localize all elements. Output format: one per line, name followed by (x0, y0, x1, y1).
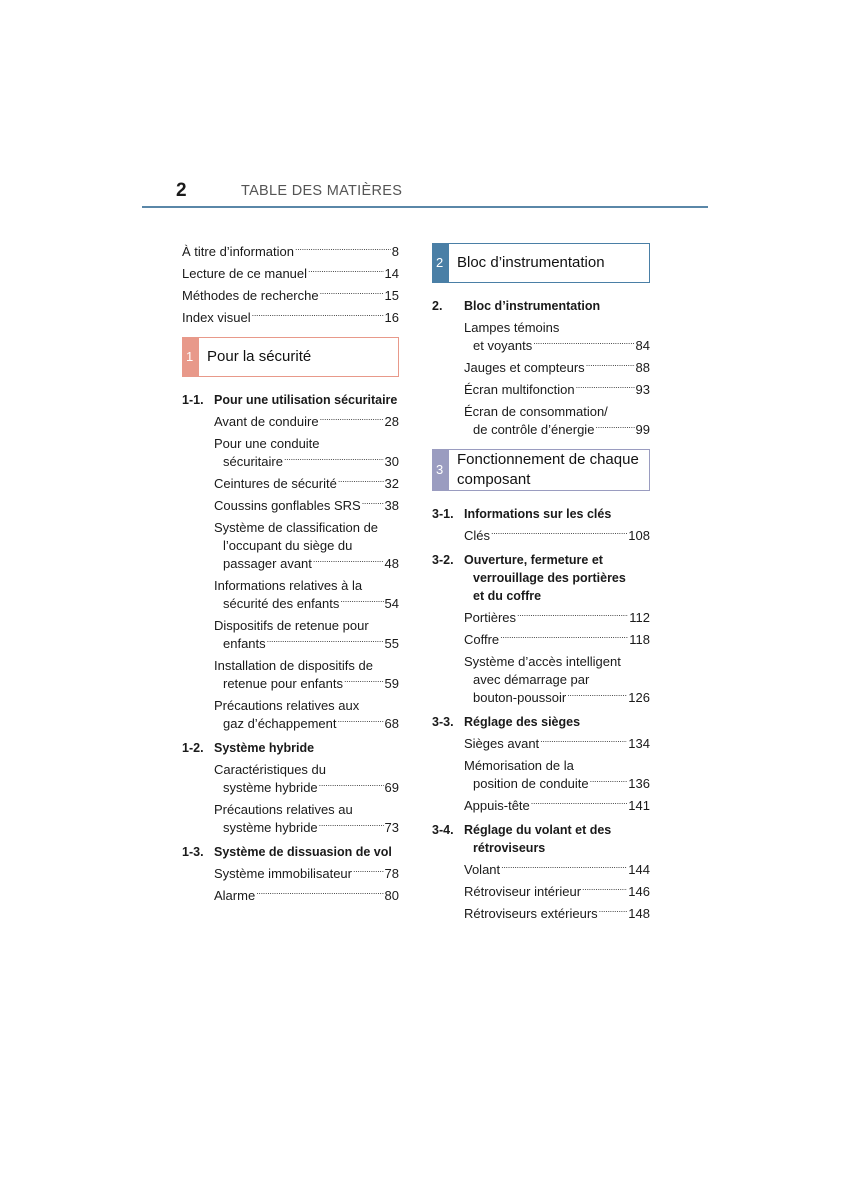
toc-page-number: 134 (628, 736, 650, 751)
section-title (464, 551, 626, 605)
toc-entry-title: Système d’accès intelligent (464, 654, 621, 669)
toc-page-number: 55 (384, 636, 399, 651)
section-heading[interactable] (432, 713, 650, 731)
toc-page-number: 84 (635, 338, 650, 353)
toc-subentry[interactable] (464, 797, 650, 815)
toc-subentry[interactable] (464, 609, 650, 627)
section-title (464, 297, 600, 315)
toc-page-number: 14 (384, 266, 399, 281)
chapter-title-line: composant (457, 471, 531, 488)
toc-entry-last-line[interactable] (214, 635, 399, 653)
section-number: 3-1. (432, 507, 454, 521)
toc-subentry[interactable] (214, 657, 399, 693)
toc-page-number: 48 (384, 556, 399, 571)
dot-leader (308, 265, 384, 278)
toc-page-number: 54 (384, 596, 399, 611)
toc-page-number: 16 (384, 310, 399, 325)
toc-subentry[interactable] (464, 381, 650, 399)
toc-entry-title: Mémorisation de la (464, 758, 574, 773)
toc-entry-title: enfants (223, 636, 266, 651)
toc-entry-title: Lecture de ce manuel (182, 266, 308, 281)
chapter-number-badge: 1 (183, 338, 199, 376)
toc-entry-title: Informations relatives à la (214, 578, 363, 593)
section-number: 1-3. (182, 845, 204, 859)
toc-subentry[interactable] (464, 403, 650, 439)
toc-entry-title: position de conduite (473, 776, 589, 791)
toc-entry-title: Volant (464, 862, 501, 877)
dot-leader (353, 865, 384, 878)
toc-subentry[interactable] (464, 757, 650, 793)
section-number: 2. (432, 299, 443, 313)
toc-left-column (182, 243, 399, 909)
toc-entry-title: bouton-poussoir (473, 690, 567, 705)
section-title (214, 391, 397, 409)
section-title-line: et du coffre (473, 589, 542, 603)
toc-entry-line[interactable] (464, 609, 650, 627)
toc-entry-title: système hybride (223, 780, 318, 795)
dot-leader (295, 243, 391, 256)
toc-page-number: 73 (384, 820, 399, 835)
toc-page-number: 80 (384, 888, 399, 903)
toc-subentry[interactable] (214, 865, 399, 883)
dot-leader (319, 819, 384, 832)
section-heading[interactable] (432, 297, 650, 315)
dot-leader (500, 631, 628, 644)
toc-entry-line[interactable] (464, 359, 650, 377)
toc-page-number: 108 (628, 528, 650, 543)
section-title (464, 713, 580, 731)
section-title (214, 739, 314, 757)
toc-entry-title: Coffre (464, 632, 500, 647)
page-number: 2 (176, 180, 187, 201)
toc-page-number: 141 (628, 798, 650, 813)
toc-entry-title: Rétroviseurs extérieurs (464, 906, 598, 921)
toc-entry-line[interactable] (214, 497, 399, 515)
toc-entry-last-line[interactable] (214, 779, 399, 797)
toc-entry[interactable] (182, 243, 399, 261)
toc-entry-title: gaz d’échappement (223, 716, 337, 731)
chapter-title: Pour la sécurité (207, 348, 312, 365)
toc-page-number: 118 (629, 632, 650, 647)
page-title: TABLE DES MATIÈRES (241, 183, 403, 199)
chapter-heading[interactable] (432, 243, 650, 283)
toc-entry-title: Dispositifs de retenue pour (214, 618, 369, 633)
section-number: 3-3. (432, 715, 454, 729)
toc-entry-title: Avant de conduire (214, 414, 319, 429)
toc-page-number: 38 (384, 498, 399, 513)
toc-right-column (432, 243, 650, 927)
dot-leader (540, 735, 627, 748)
toc-entry-title: sécurité des enfants (223, 596, 340, 611)
dot-leader (362, 497, 384, 510)
section-title-line: rétroviseurs (473, 841, 546, 855)
toc-entry-title: de contrôle d’énergie (473, 422, 595, 437)
section-title-line: Pour une utilisation sécuritaire (214, 393, 398, 407)
toc-entry-title: Clés (464, 528, 491, 543)
toc-page-number: 112 (629, 610, 650, 625)
section-heading[interactable] (182, 391, 399, 409)
toc-entry-title: retenue pour enfants (223, 676, 343, 691)
toc-entry-title: avec démarrage par (473, 672, 590, 687)
toc-page-number: 146 (628, 884, 650, 899)
dot-leader (340, 595, 383, 608)
dot-leader (252, 309, 384, 322)
toc-entry-title: Précautions relatives aux (214, 698, 360, 713)
toc-entry-line[interactable] (464, 905, 650, 923)
toc-entry-line[interactable] (464, 631, 650, 649)
dot-leader (501, 861, 627, 874)
toc-entry-last-line[interactable] (464, 775, 650, 793)
section-heading[interactable] (182, 843, 399, 861)
dot-leader (338, 475, 384, 488)
toc-subentry[interactable] (464, 527, 650, 545)
chapter-number-badge: 2 (433, 244, 449, 282)
toc-page-number: 78 (384, 866, 399, 881)
toc-page-number: 32 (384, 476, 399, 491)
toc-subentry[interactable] (214, 697, 399, 733)
section-number: 1-1. (182, 393, 204, 407)
dot-leader (599, 905, 628, 918)
toc-entry-last-line[interactable] (464, 421, 650, 439)
section-number: 3-4. (432, 823, 454, 837)
toc-page-number: 69 (384, 780, 399, 795)
chapter-2 (432, 243, 650, 439)
section-title-line: Informations sur les clés (464, 507, 612, 521)
toc-subentry[interactable] (214, 887, 399, 905)
toc-entry-line[interactable] (214, 887, 399, 905)
toc-entry-title: Système de classification de (214, 520, 379, 535)
toc-subentry[interactable] (214, 577, 399, 613)
toc-entry-title: Rétroviseur intérieur (464, 884, 582, 899)
toc-page-number: 8 (391, 244, 399, 259)
header-rule (142, 206, 708, 208)
toc-entry-title: Jauges et compteurs (464, 360, 585, 375)
chapter-title-line: Fonctionnement de chaque (457, 451, 639, 468)
chapter-title: Bloc d’instrumentation (457, 254, 605, 271)
toc-entry-title: Sièges avant (464, 736, 540, 751)
toc-subentry[interactable] (214, 761, 399, 797)
toc-entry-title: Index visuel (182, 310, 251, 325)
toc-page-number: 30 (384, 454, 399, 469)
toc-entry[interactable] (182, 265, 399, 283)
dot-leader (576, 381, 635, 394)
chapter-heading[interactable] (182, 337, 399, 377)
toc-entry-title: système hybride (223, 820, 318, 835)
section-number: 1-2. (182, 741, 204, 755)
toc-entry-title: Écran de consommation/ (464, 404, 608, 419)
toc-page-number: 99 (635, 422, 650, 437)
dot-leader (313, 555, 384, 568)
toc-entry-title: Système immobilisateur (214, 866, 352, 881)
dot-leader (284, 453, 384, 466)
section-number: 3-2. (432, 553, 454, 567)
toc-subentry[interactable] (464, 653, 650, 707)
chapter-1 (182, 337, 399, 905)
section-title-line: Système hybride (214, 741, 315, 755)
toc-entry-line[interactable] (464, 797, 650, 815)
toc-page-number: 144 (628, 862, 650, 877)
toc-entry-last-line[interactable] (464, 689, 650, 707)
toc-subentry[interactable] (214, 497, 399, 515)
section-heading[interactable] (432, 551, 650, 605)
toc-entry-title: et voyants (473, 338, 533, 353)
section-heading[interactable] (432, 505, 650, 523)
toc-entry-title: Pour une conduite (214, 436, 320, 451)
dot-leader (267, 635, 384, 648)
toc-entry[interactable] (182, 309, 399, 327)
toc-subentry[interactable] (214, 617, 399, 653)
toc-subentry[interactable] (214, 413, 399, 431)
dot-leader (337, 715, 383, 728)
toc-entry-line[interactable] (464, 735, 650, 753)
section-title-line: Réglage des sièges (464, 715, 581, 729)
toc-subentry[interactable] (214, 475, 399, 493)
toc-entry-title: Lampes témoins (464, 320, 560, 335)
toc-entry-title: passager avant (223, 556, 312, 571)
toc-entry-line[interactable] (214, 865, 399, 883)
toc-entry-line[interactable] (464, 861, 650, 879)
toc-entry-title: sécuritaire (223, 454, 283, 469)
toc-subentry[interactable] (464, 319, 650, 355)
toc-entry-last-line[interactable] (214, 715, 399, 733)
section-title-line: verrouillage des portières (473, 571, 626, 585)
toc-page-number: 59 (384, 676, 399, 691)
toc-entry-line[interactable] (464, 381, 650, 399)
toc-subentry[interactable] (464, 735, 650, 753)
dot-leader (590, 775, 628, 788)
toc-subentry[interactable] (214, 519, 399, 573)
toc-subentry[interactable] (464, 631, 650, 649)
section-title-line: Système de dissuasion de vol (214, 845, 392, 859)
dot-leader (256, 887, 383, 900)
toc-entry-line[interactable] (214, 413, 399, 431)
toc-entry-title: Portières (464, 610, 517, 625)
toc-page-number: 28 (384, 414, 399, 429)
toc-entry-title: Appuis-tête (464, 798, 530, 813)
chapter-3 (432, 449, 650, 923)
toc-entry-last-line[interactable] (464, 337, 650, 355)
toc-subentry[interactable] (214, 435, 399, 471)
dot-leader (586, 359, 635, 372)
toc-entry-line[interactable] (214, 475, 399, 493)
toc-subentry[interactable] (464, 905, 650, 923)
dot-leader (595, 421, 634, 434)
section-title-line: Bloc d’instrumentation (464, 299, 601, 313)
toc-entry-title: À titre d’information (182, 244, 294, 259)
toc-entry-title: Précautions relatives au (214, 802, 353, 817)
toc-entry-last-line[interactable] (214, 555, 399, 573)
toc-page-number: 88 (635, 360, 650, 375)
toc-page-number: 126 (628, 690, 650, 705)
toc-entry-title: Caractéristiques du (214, 762, 326, 777)
toc-subentry[interactable] (464, 861, 650, 879)
dot-leader (567, 689, 627, 702)
chapter-heading[interactable] (432, 449, 650, 491)
section-title (464, 505, 611, 523)
toc-entry-title: Ceintures de sécurité (214, 476, 337, 491)
toc-entry-last-line[interactable] (214, 453, 399, 471)
toc-entry-title: Alarme (214, 888, 256, 903)
toc-subentry[interactable] (464, 359, 650, 377)
toc-entry-title: Installation de dispositifs de (214, 658, 373, 673)
toc-entry-last-line[interactable] (214, 595, 399, 613)
section-title-line: Réglage du volant et des (464, 823, 612, 837)
toc-entry-last-line[interactable] (214, 819, 399, 837)
dot-leader (320, 287, 384, 300)
toc-entry-title: l’occupant du siège du (223, 538, 353, 553)
toc-subentry[interactable] (464, 883, 650, 901)
toc-page-number: 136 (628, 776, 650, 791)
dot-leader (319, 779, 384, 792)
toc-entry[interactable] (182, 287, 399, 305)
toc-page-number: 15 (384, 288, 399, 303)
toc-page-number: 93 (635, 382, 650, 397)
dot-leader (533, 337, 634, 350)
section-title (464, 821, 611, 857)
dot-leader (344, 675, 384, 688)
dot-leader (582, 883, 627, 896)
intro-list (182, 243, 399, 327)
toc-entry-line[interactable] (464, 883, 650, 901)
chapter-number-badge: 3 (433, 450, 449, 490)
toc-subentry[interactable] (214, 801, 399, 837)
section-title-line: Ouverture, fermeture et (464, 553, 603, 567)
toc-entry-line[interactable] (464, 527, 650, 545)
toc-entry-title: Méthodes de recherche (182, 288, 319, 303)
section-heading[interactable] (182, 739, 399, 757)
dot-leader (531, 797, 628, 810)
chapter-title (449, 450, 647, 490)
section-title (214, 843, 392, 861)
dot-leader (517, 609, 628, 622)
dot-leader (320, 413, 384, 426)
dot-leader (491, 527, 627, 540)
toc-entry-title: Écran multifonction (464, 382, 575, 397)
toc-entry-title: Coussins gonflables SRS (214, 498, 361, 513)
toc-page-number: 68 (384, 716, 399, 731)
section-heading[interactable] (432, 821, 650, 857)
toc-page-number: 148 (628, 906, 650, 921)
toc-entry-last-line[interactable] (214, 675, 399, 693)
